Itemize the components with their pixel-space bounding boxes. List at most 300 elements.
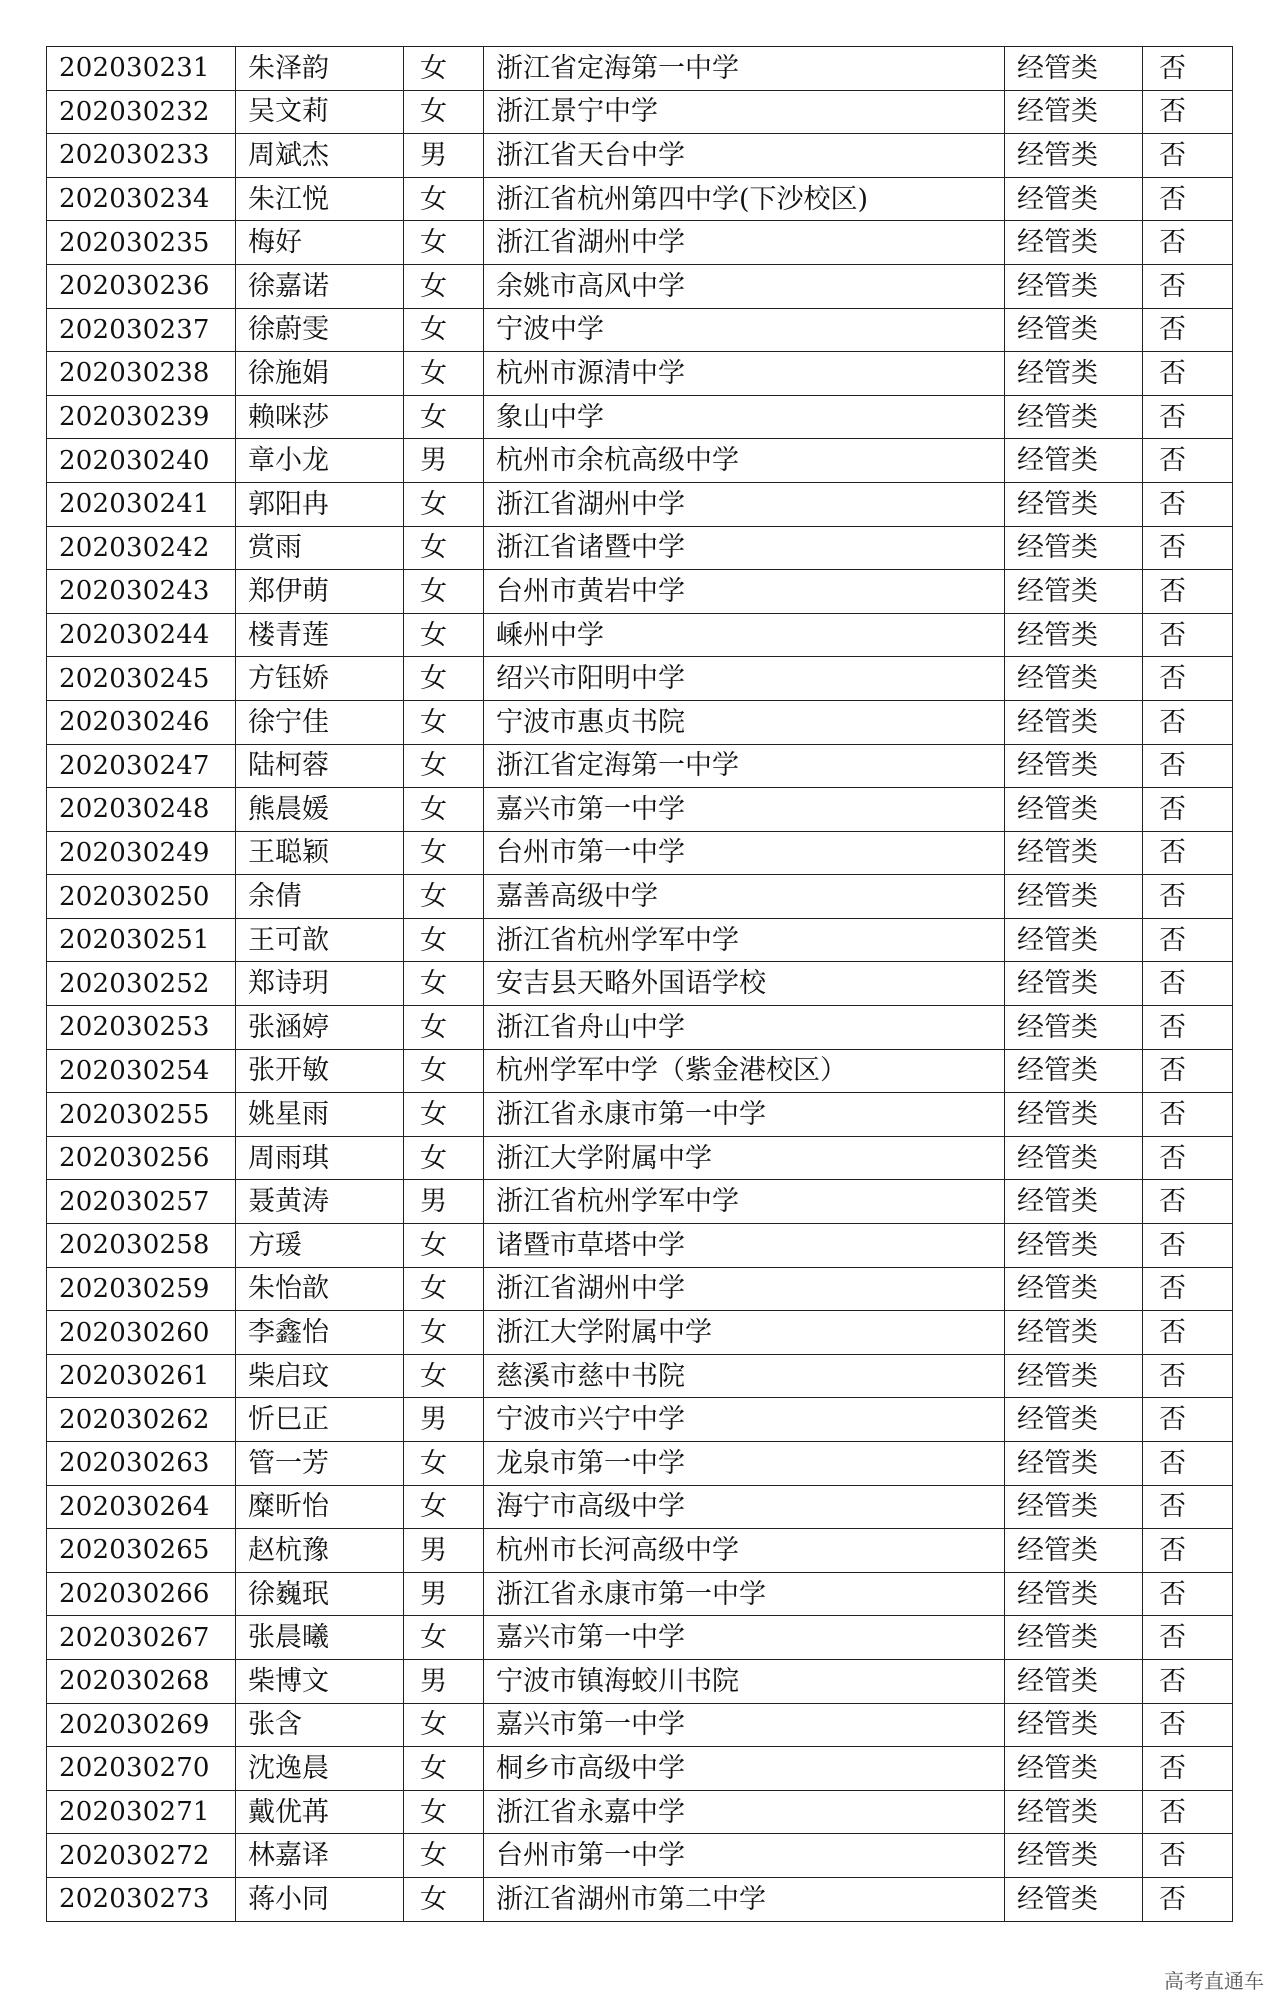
gender-cell: 男 (404, 1398, 484, 1442)
school-cell: 浙江省杭州第四中学(下沙校区) (484, 177, 1005, 221)
student-id-cell: 202030258 (47, 1224, 236, 1268)
category-cell: 经管类 (1005, 831, 1143, 875)
category-cell: 经管类 (1005, 352, 1143, 396)
school-cell: 余姚市高风中学 (484, 264, 1005, 308)
gender-cell: 女 (404, 613, 484, 657)
student-name-cell: 赏雨 (236, 526, 404, 570)
flag-cell: 否 (1143, 875, 1233, 919)
gender-cell: 女 (404, 962, 484, 1006)
student-name-cell: 方钰娇 (236, 657, 404, 701)
category-cell: 经管类 (1005, 918, 1143, 962)
student-id-cell: 202030269 (47, 1703, 236, 1747)
flag-cell: 否 (1143, 352, 1233, 396)
school-cell: 台州市第一中学 (484, 831, 1005, 875)
table-row (47, 1006, 1233, 1050)
school-cell: 绍兴市阳明中学 (484, 657, 1005, 701)
gender-cell: 女 (404, 1616, 484, 1660)
table-row (47, 1616, 1233, 1660)
table-row (47, 482, 1233, 526)
admission-table (46, 46, 1233, 1922)
flag-cell: 否 (1143, 1834, 1233, 1878)
table-row (47, 352, 1233, 396)
gender-cell: 女 (404, 264, 484, 308)
student-id-cell: 202030236 (47, 264, 236, 308)
gender-cell: 女 (404, 831, 484, 875)
category-cell: 经管类 (1005, 134, 1143, 178)
category-cell: 经管类 (1005, 1616, 1143, 1660)
student-id-cell: 202030267 (47, 1616, 236, 1660)
gender-cell: 女 (404, 1354, 484, 1398)
table-row (47, 788, 1233, 832)
gender-cell: 男 (404, 134, 484, 178)
student-id-cell: 202030254 (47, 1049, 236, 1093)
table-row (47, 918, 1233, 962)
flag-cell: 否 (1143, 1747, 1233, 1791)
student-name-cell: 徐施娟 (236, 352, 404, 396)
student-id-cell: 202030268 (47, 1659, 236, 1703)
category-cell: 经管类 (1005, 1093, 1143, 1137)
category-cell: 经管类 (1005, 1311, 1143, 1355)
table-row (47, 1049, 1233, 1093)
gender-cell: 女 (404, 177, 484, 221)
category-cell: 经管类 (1005, 962, 1143, 1006)
admission-list-sheet (46, 46, 1232, 1922)
student-id-cell: 202030255 (47, 1093, 236, 1137)
watermark: 高考直通车 (1164, 1969, 1264, 1993)
flag-cell: 否 (1143, 395, 1233, 439)
student-id-cell: 202030238 (47, 352, 236, 396)
student-name-cell: 郭阳冉 (236, 482, 404, 526)
student-name-cell: 蒋小同 (236, 1877, 404, 1921)
student-id-cell: 202030252 (47, 962, 236, 1006)
student-name-cell: 戴优苒 (236, 1790, 404, 1834)
school-cell: 宁波市兴宁中学 (484, 1398, 1005, 1442)
flag-cell: 否 (1143, 1703, 1233, 1747)
student-id-cell: 202030260 (47, 1311, 236, 1355)
gender-cell: 男 (404, 1572, 484, 1616)
student-name-cell: 李鑫怡 (236, 1311, 404, 1355)
category-cell: 经管类 (1005, 1485, 1143, 1529)
category-cell: 经管类 (1005, 308, 1143, 352)
school-cell: 慈溪市慈中书院 (484, 1354, 1005, 1398)
school-cell: 安吉县天略外国语学校 (484, 962, 1005, 1006)
student-name-cell: 朱泽韵 (236, 47, 404, 91)
student-name-cell: 张涵婷 (236, 1006, 404, 1050)
category-cell: 经管类 (1005, 395, 1143, 439)
flag-cell: 否 (1143, 1311, 1233, 1355)
student-name-cell: 沈逸晨 (236, 1747, 404, 1791)
student-name-cell: 柴启玟 (236, 1354, 404, 1398)
table-row (47, 1834, 1233, 1878)
gender-cell: 女 (404, 1790, 484, 1834)
category-cell: 经管类 (1005, 1006, 1143, 1050)
student-name-cell: 徐嘉诺 (236, 264, 404, 308)
table-row (47, 90, 1233, 134)
student-name-cell: 林嘉译 (236, 1834, 404, 1878)
school-cell: 浙江省湖州市第二中学 (484, 1877, 1005, 1921)
category-cell: 经管类 (1005, 700, 1143, 744)
school-cell: 浙江省湖州中学 (484, 482, 1005, 526)
table-row (47, 700, 1233, 744)
student-name-cell: 郑诗玥 (236, 962, 404, 1006)
school-cell: 杭州市源清中学 (484, 352, 1005, 396)
student-name-cell: 糜昕怡 (236, 1485, 404, 1529)
flag-cell: 否 (1143, 90, 1233, 134)
category-cell: 经管类 (1005, 570, 1143, 614)
student-name-cell: 章小龙 (236, 439, 404, 483)
student-name-cell: 王聪颖 (236, 831, 404, 875)
category-cell: 经管类 (1005, 439, 1143, 483)
flag-cell: 否 (1143, 1572, 1233, 1616)
gender-cell: 女 (404, 352, 484, 396)
category-cell: 经管类 (1005, 526, 1143, 570)
school-cell: 嵊州中学 (484, 613, 1005, 657)
table-row (47, 1572, 1233, 1616)
student-id-cell: 202030265 (47, 1529, 236, 1573)
gender-cell: 女 (404, 918, 484, 962)
category-cell: 经管类 (1005, 875, 1143, 919)
category-cell: 经管类 (1005, 788, 1143, 832)
student-name-cell: 王可歆 (236, 918, 404, 962)
gender-cell: 女 (404, 308, 484, 352)
table-row (47, 1790, 1233, 1834)
school-cell: 浙江省永康市第一中学 (484, 1093, 1005, 1137)
student-name-cell: 张含 (236, 1703, 404, 1747)
table-row (47, 1354, 1233, 1398)
student-name-cell: 周斌杰 (236, 134, 404, 178)
flag-cell: 否 (1143, 439, 1233, 483)
student-name-cell: 姚星雨 (236, 1093, 404, 1137)
student-id-cell: 202030263 (47, 1442, 236, 1486)
student-name-cell: 徐宁佳 (236, 700, 404, 744)
table-row (47, 526, 1233, 570)
gender-cell: 女 (404, 526, 484, 570)
category-cell: 经管类 (1005, 1790, 1143, 1834)
gender-cell: 女 (404, 1442, 484, 1486)
flag-cell: 否 (1143, 308, 1233, 352)
gender-cell: 男 (404, 1180, 484, 1224)
flag-cell: 否 (1143, 918, 1233, 962)
student-name-cell: 楼青莲 (236, 613, 404, 657)
gender-cell: 男 (404, 1659, 484, 1703)
school-cell: 象山中学 (484, 395, 1005, 439)
student-name-cell: 熊晨媛 (236, 788, 404, 832)
flag-cell: 否 (1143, 482, 1233, 526)
school-cell: 龙泉市第一中学 (484, 1442, 1005, 1486)
student-name-cell: 赖咪莎 (236, 395, 404, 439)
student-id-cell: 202030261 (47, 1354, 236, 1398)
category-cell: 经管类 (1005, 1834, 1143, 1878)
table-row (47, 177, 1233, 221)
flag-cell: 否 (1143, 134, 1233, 178)
category-cell: 经管类 (1005, 482, 1143, 526)
school-cell: 浙江大学附属中学 (484, 1311, 1005, 1355)
student-id-cell: 202030256 (47, 1136, 236, 1180)
flag-cell: 否 (1143, 1529, 1233, 1573)
gender-cell: 女 (404, 221, 484, 265)
school-cell: 浙江景宁中学 (484, 90, 1005, 134)
flag-cell: 否 (1143, 1442, 1233, 1486)
flag-cell: 否 (1143, 1659, 1233, 1703)
flag-cell: 否 (1143, 744, 1233, 788)
table-row (47, 613, 1233, 657)
flag-cell: 否 (1143, 221, 1233, 265)
gender-cell: 女 (404, 482, 484, 526)
gender-cell: 女 (404, 1834, 484, 1878)
school-cell: 宁波中学 (484, 308, 1005, 352)
table-row (47, 1136, 1233, 1180)
table-row (47, 1485, 1233, 1529)
gender-cell: 女 (404, 1267, 484, 1311)
table-row (47, 439, 1233, 483)
gender-cell: 女 (404, 1049, 484, 1093)
table-row (47, 264, 1233, 308)
table-row (47, 744, 1233, 788)
table-row (47, 1442, 1233, 1486)
flag-cell: 否 (1143, 47, 1233, 91)
student-name-cell: 徐蔚雯 (236, 308, 404, 352)
category-cell: 经管类 (1005, 1703, 1143, 1747)
table-row (47, 1747, 1233, 1791)
table-row (47, 1877, 1233, 1921)
table-row (47, 570, 1233, 614)
category-cell: 经管类 (1005, 90, 1143, 134)
student-name-cell: 吴文莉 (236, 90, 404, 134)
student-name-cell: 陆柯蓉 (236, 744, 404, 788)
flag-cell: 否 (1143, 1398, 1233, 1442)
category-cell: 经管类 (1005, 1267, 1143, 1311)
table-row (47, 962, 1233, 1006)
flag-cell: 否 (1143, 1485, 1233, 1529)
table-row (47, 134, 1233, 178)
flag-cell: 否 (1143, 1877, 1233, 1921)
school-cell: 浙江大学附属中学 (484, 1136, 1005, 1180)
school-cell: 浙江省杭州学军中学 (484, 918, 1005, 962)
flag-cell: 否 (1143, 1136, 1233, 1180)
gender-cell: 男 (404, 439, 484, 483)
flag-cell: 否 (1143, 1616, 1233, 1660)
table-row (47, 1659, 1233, 1703)
school-cell: 台州市黄岩中学 (484, 570, 1005, 614)
gender-cell: 女 (404, 570, 484, 614)
flag-cell: 否 (1143, 526, 1233, 570)
table-row (47, 831, 1233, 875)
gender-cell: 女 (404, 1224, 484, 1268)
flag-cell: 否 (1143, 700, 1233, 744)
school-cell: 杭州市长河高级中学 (484, 1529, 1005, 1573)
gender-cell: 女 (404, 700, 484, 744)
table-row (47, 875, 1233, 919)
student-name-cell: 徐巍珉 (236, 1572, 404, 1616)
gender-cell: 女 (404, 1006, 484, 1050)
gender-cell: 女 (404, 1703, 484, 1747)
flag-cell: 否 (1143, 1049, 1233, 1093)
student-id-cell: 202030241 (47, 482, 236, 526)
flag-cell: 否 (1143, 1180, 1233, 1224)
student-id-cell: 202030249 (47, 831, 236, 875)
category-cell: 经管类 (1005, 177, 1143, 221)
flag-cell: 否 (1143, 1354, 1233, 1398)
student-name-cell: 郑伊萌 (236, 570, 404, 614)
table-row (47, 1398, 1233, 1442)
student-name-cell: 柴博文 (236, 1659, 404, 1703)
flag-cell: 否 (1143, 657, 1233, 701)
student-id-cell: 202030240 (47, 439, 236, 483)
table-row (47, 395, 1233, 439)
table-row (47, 1529, 1233, 1573)
student-id-cell: 202030232 (47, 90, 236, 134)
student-id-cell: 202030242 (47, 526, 236, 570)
flag-cell: 否 (1143, 264, 1233, 308)
table-row (47, 221, 1233, 265)
school-cell: 诸暨市草塔中学 (484, 1224, 1005, 1268)
flag-cell: 否 (1143, 788, 1233, 832)
flag-cell: 否 (1143, 1267, 1233, 1311)
student-id-cell: 202030250 (47, 875, 236, 919)
student-id-cell: 202030266 (47, 1572, 236, 1616)
school-cell: 浙江省定海第一中学 (484, 47, 1005, 91)
student-id-cell: 202030246 (47, 700, 236, 744)
school-cell: 宁波市镇海蛟川书院 (484, 1659, 1005, 1703)
category-cell: 经管类 (1005, 1049, 1143, 1093)
student-id-cell: 202030264 (47, 1485, 236, 1529)
school-cell: 杭州市余杭高级中学 (484, 439, 1005, 483)
gender-cell: 女 (404, 395, 484, 439)
school-cell: 台州市第一中学 (484, 1834, 1005, 1878)
student-id-cell: 202030253 (47, 1006, 236, 1050)
table-row (47, 1180, 1233, 1224)
school-cell: 宁波市惠贞书院 (484, 700, 1005, 744)
gender-cell: 女 (404, 1877, 484, 1921)
category-cell: 经管类 (1005, 1354, 1143, 1398)
student-name-cell: 赵杭豫 (236, 1529, 404, 1573)
student-name-cell: 梅好 (236, 221, 404, 265)
school-cell: 浙江省天台中学 (484, 134, 1005, 178)
flag-cell: 否 (1143, 1093, 1233, 1137)
school-cell: 杭州学军中学（紫金港校区） (484, 1049, 1005, 1093)
student-id-cell: 202030262 (47, 1398, 236, 1442)
student-name-cell: 余倩 (236, 875, 404, 919)
category-cell: 经管类 (1005, 1180, 1143, 1224)
student-id-cell: 202030231 (47, 47, 236, 91)
student-id-cell: 202030251 (47, 918, 236, 962)
table-row (47, 657, 1233, 701)
student-id-cell: 202030257 (47, 1180, 236, 1224)
category-cell: 经管类 (1005, 1877, 1143, 1921)
category-cell: 经管类 (1005, 1529, 1143, 1573)
student-id-cell: 202030243 (47, 570, 236, 614)
gender-cell: 女 (404, 90, 484, 134)
student-id-cell: 202030259 (47, 1267, 236, 1311)
student-id-cell: 202030239 (47, 395, 236, 439)
category-cell: 经管类 (1005, 613, 1143, 657)
school-cell: 浙江省舟山中学 (484, 1006, 1005, 1050)
student-id-cell: 202030244 (47, 613, 236, 657)
category-cell: 经管类 (1005, 1136, 1143, 1180)
table-row (47, 47, 1233, 91)
school-cell: 浙江省湖州中学 (484, 1267, 1005, 1311)
category-cell: 经管类 (1005, 1398, 1143, 1442)
student-name-cell: 周雨琪 (236, 1136, 404, 1180)
student-name-cell: 方瑗 (236, 1224, 404, 1268)
student-name-cell: 张晨曦 (236, 1616, 404, 1660)
category-cell: 经管类 (1005, 744, 1143, 788)
flag-cell: 否 (1143, 570, 1233, 614)
flag-cell: 否 (1143, 177, 1233, 221)
student-id-cell: 202030271 (47, 1790, 236, 1834)
gender-cell: 女 (404, 875, 484, 919)
gender-cell: 女 (404, 47, 484, 91)
flag-cell: 否 (1143, 613, 1233, 657)
table-row (47, 1093, 1233, 1137)
gender-cell: 女 (404, 1136, 484, 1180)
gender-cell: 男 (404, 1529, 484, 1573)
student-name-cell: 朱江悦 (236, 177, 404, 221)
school-cell: 浙江省定海第一中学 (484, 744, 1005, 788)
student-id-cell: 202030234 (47, 177, 236, 221)
school-cell: 浙江省湖州中学 (484, 221, 1005, 265)
flag-cell: 否 (1143, 1224, 1233, 1268)
gender-cell: 女 (404, 1485, 484, 1529)
category-cell: 经管类 (1005, 1442, 1143, 1486)
student-id-cell: 202030245 (47, 657, 236, 701)
student-id-cell: 202030233 (47, 134, 236, 178)
flag-cell: 否 (1143, 1006, 1233, 1050)
student-id-cell: 202030273 (47, 1877, 236, 1921)
gender-cell: 女 (404, 788, 484, 832)
gender-cell: 女 (404, 1311, 484, 1355)
flag-cell: 否 (1143, 962, 1233, 1006)
school-cell: 浙江省永康市第一中学 (484, 1572, 1005, 1616)
school-cell: 海宁市高级中学 (484, 1485, 1005, 1529)
school-cell: 嘉兴市第一中学 (484, 1703, 1005, 1747)
school-cell: 桐乡市高级中学 (484, 1747, 1005, 1791)
table-row (47, 1267, 1233, 1311)
gender-cell: 女 (404, 657, 484, 701)
category-cell: 经管类 (1005, 1659, 1143, 1703)
table-row (47, 308, 1233, 352)
table-row (47, 1224, 1233, 1268)
table-row (47, 1311, 1233, 1355)
student-id-cell: 202030247 (47, 744, 236, 788)
student-name-cell: 朱怡歆 (236, 1267, 404, 1311)
flag-cell: 否 (1143, 831, 1233, 875)
student-id-cell: 202030248 (47, 788, 236, 832)
school-cell: 浙江省杭州学军中学 (484, 1180, 1005, 1224)
school-cell: 嘉善高级中学 (484, 875, 1005, 919)
student-name-cell: 管一芳 (236, 1442, 404, 1486)
table-row (47, 1703, 1233, 1747)
category-cell: 经管类 (1005, 264, 1143, 308)
table-body (47, 47, 1233, 1922)
category-cell: 经管类 (1005, 221, 1143, 265)
school-cell: 嘉兴市第一中学 (484, 788, 1005, 832)
category-cell: 经管类 (1005, 657, 1143, 701)
student-id-cell: 202030235 (47, 221, 236, 265)
student-id-cell: 202030272 (47, 1834, 236, 1878)
school-cell: 浙江省诸暨中学 (484, 526, 1005, 570)
category-cell: 经管类 (1005, 1224, 1143, 1268)
student-name-cell: 忻巳正 (236, 1398, 404, 1442)
gender-cell: 女 (404, 1747, 484, 1791)
gender-cell: 女 (404, 744, 484, 788)
student-id-cell: 202030237 (47, 308, 236, 352)
school-cell: 嘉兴市第一中学 (484, 1616, 1005, 1660)
gender-cell: 女 (404, 1093, 484, 1137)
student-name-cell: 张开敏 (236, 1049, 404, 1093)
category-cell: 经管类 (1005, 47, 1143, 91)
category-cell: 经管类 (1005, 1572, 1143, 1616)
